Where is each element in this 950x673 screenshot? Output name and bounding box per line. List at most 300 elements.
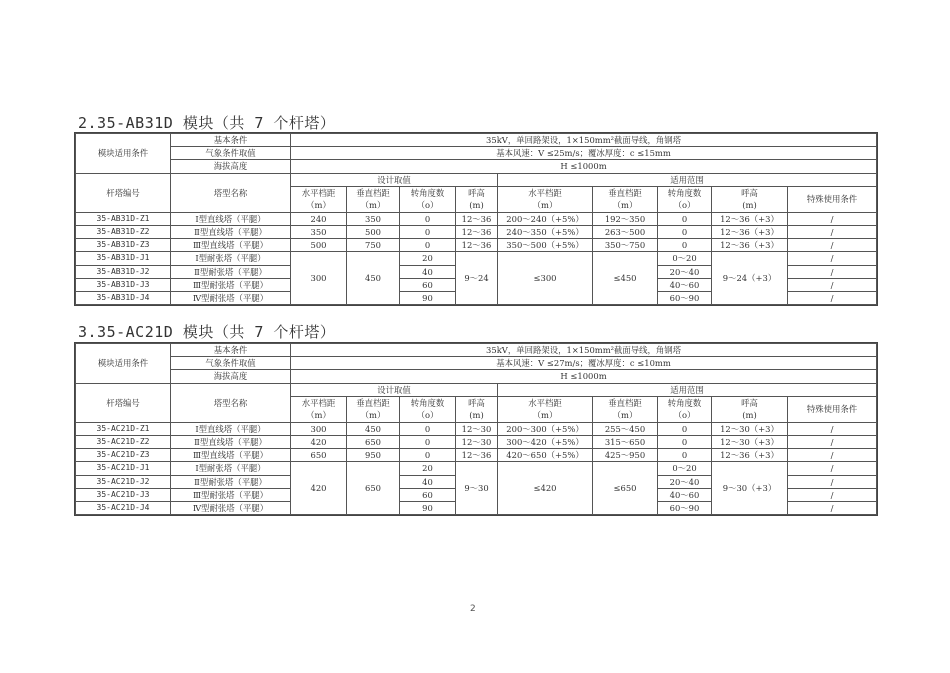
special-conditions-value-text: / — [830, 266, 834, 277]
header-design-h-span — [291, 186, 347, 212]
tower-type-name-text: Ⅱ型耐张塔（平腿） — [194, 266, 267, 277]
design-v-span-value-text: 950 — [365, 450, 381, 461]
condition-label-text: 海拔高度 — [213, 161, 248, 172]
header-special-conditions-text: 特殊使用条件 — [806, 194, 858, 205]
design-angle-value-text: 0 — [424, 450, 431, 461]
design-angle-value — [400, 252, 456, 265]
design-v-span-value — [347, 422, 400, 435]
condition-value-text: 基本风速：V ≤27m/s；覆冰厚度：c ≤10mm — [496, 358, 671, 369]
tower-id — [76, 475, 171, 488]
design-h-span-value-text: 420 — [310, 437, 327, 448]
condition-value — [291, 357, 877, 370]
header-design-height — [456, 396, 498, 422]
tower-type-name-text: Ⅲ型耐张塔（平腿） — [192, 279, 269, 290]
header-tower-id — [76, 173, 171, 212]
range-h-span-value-text: 200～300（+5%） — [506, 423, 584, 434]
range-angle-label: 转角度数 — [667, 188, 702, 199]
design-v-span-value-text: 450 — [365, 423, 381, 434]
design-v-span-value-text: 450 — [365, 273, 381, 284]
condition-label-text: 海拔高度 — [213, 371, 248, 382]
design-angle-value — [400, 488, 456, 501]
tower-type-name-text: Ⅱ型直线塔（平腿） — [194, 437, 267, 448]
design-angle-value — [400, 212, 456, 225]
design-v-span-value — [347, 449, 400, 462]
tower-type-name — [171, 501, 291, 514]
tower-id — [76, 462, 171, 475]
design-angle-value-text: 40 — [422, 266, 433, 277]
range-h-span-unit: （m） — [532, 200, 558, 211]
design-h-span-value — [291, 239, 347, 252]
header-design-h-span — [291, 396, 347, 422]
condition-label — [171, 134, 291, 147]
special-conditions-value — [788, 291, 877, 304]
tower-type-name — [171, 239, 291, 252]
tower-type-name — [171, 449, 291, 462]
range-v-span-value — [593, 239, 658, 252]
range-h-span-value — [498, 239, 593, 252]
header-applicable-range-text: 适用范围 — [670, 384, 704, 395]
header-design-values — [291, 383, 498, 396]
range-v-span-label: 垂直档距 — [608, 188, 642, 199]
conditions-group-label — [76, 344, 171, 384]
range-h-span-label: 水平档距 — [528, 398, 562, 409]
range-angle-value-text: 0 — [681, 437, 688, 448]
range-v-span-value-text: 255～450 — [604, 423, 646, 434]
design-angle-value — [400, 435, 456, 448]
design-angle-value-text: 20 — [422, 463, 433, 474]
header-range-h-span — [498, 396, 593, 422]
range-height-value-text: 12～36（+3） — [720, 240, 779, 251]
header-range-h-span — [498, 186, 593, 212]
special-conditions-value-text: / — [830, 213, 834, 224]
straight-tower-row — [76, 225, 877, 238]
condition-label — [171, 357, 291, 370]
design-height-label: 呼高 — [468, 188, 485, 199]
tower-type-name-text: Ⅲ型直线塔（平腿） — [192, 450, 269, 461]
design-h-span-value — [291, 252, 347, 305]
design-height-value-text: 12～36 — [461, 450, 492, 461]
design-height-label: 呼高 — [468, 398, 485, 409]
range-h-span-value — [498, 422, 593, 435]
range-angle-value-text: 0 — [681, 213, 688, 224]
design-h-span-unit: （m） — [306, 410, 331, 421]
design-height-value-text: 12～36 — [461, 240, 492, 251]
range-height-value — [712, 239, 788, 252]
range-h-span-value — [498, 252, 593, 305]
range-angle-value — [658, 435, 712, 448]
condition-value-text: 35kV，单回路架设，1×150mm²截面导线，角钢塔 — [486, 135, 682, 146]
range-v-span-value — [593, 225, 658, 238]
design-v-span-value-text: 750 — [365, 240, 381, 251]
range-v-span-value — [593, 449, 658, 462]
design-angle-value — [400, 422, 456, 435]
header-special-conditions-text: 特殊使用条件 — [806, 404, 858, 415]
tower-id — [76, 501, 171, 514]
design-v-span-value-text: 650 — [365, 483, 381, 494]
design-angle-label: 转角度数 — [410, 398, 445, 409]
design-v-span-label: 垂直档距 — [356, 398, 390, 409]
tower-id-text: 35-AB31D-J2 — [96, 266, 150, 276]
range-h-span-value — [498, 449, 593, 462]
conditions-group-label-text: 模块适用条件 — [97, 358, 149, 369]
tower-type-name — [171, 278, 291, 291]
section-title: 3.35-AC21D 模块（共 7 个杆塔） — [78, 323, 336, 341]
condition-value-text: 35kV，单回路架设，1×150mm²截面导线，角钢塔 — [486, 345, 682, 356]
header-applicable-range-text: 适用范围 — [670, 174, 704, 185]
tower-id-text: 35-AC21D-Z2 — [96, 437, 150, 447]
tower-id — [76, 488, 171, 501]
section-title: 2.35-AB31D 模块（共 7 个杆塔） — [78, 114, 336, 132]
tower-id-text: 35-AC21D-J1 — [96, 463, 150, 473]
design-height-value-text: 9～30 — [464, 483, 489, 494]
design-angle-unit: （o） — [416, 200, 439, 211]
design-angle-value — [400, 278, 456, 291]
special-conditions-value — [788, 225, 877, 238]
design-height-value — [456, 435, 498, 448]
header-range-height — [712, 186, 788, 212]
design-v-span-value — [347, 462, 400, 515]
tower-type-name-text: Ⅲ型耐张塔（平腿） — [192, 489, 269, 500]
page-number: 2 — [470, 604, 476, 614]
condition-label — [171, 370, 291, 383]
design-height-value-text: 12～36 — [461, 213, 492, 224]
special-conditions-value — [788, 462, 877, 475]
tower-id — [76, 252, 171, 265]
design-angle-value-text: 0 — [424, 240, 431, 251]
range-h-span-unit: （m） — [532, 410, 558, 421]
special-conditions-value — [788, 239, 877, 252]
range-angle-value-text: 0 — [681, 240, 688, 251]
range-h-span-value-text: 200～240（+5%） — [506, 213, 584, 224]
special-conditions-value — [788, 475, 877, 488]
special-conditions-value — [788, 449, 877, 462]
design-h-span-value — [291, 449, 347, 462]
range-angle-value-text: 40～60 — [669, 489, 700, 500]
tower-id — [76, 239, 171, 252]
range-height-value-text: 12～30（+3） — [720, 437, 779, 448]
tower-id — [76, 212, 171, 225]
header-tower-type — [171, 173, 291, 212]
range-v-span-value-text: 263～500 — [604, 227, 646, 238]
design-height-value — [456, 252, 498, 305]
condition-label-text: 基本条件 — [213, 135, 248, 146]
condition-value-text: H ≤1000m — [560, 161, 607, 172]
design-height-value — [456, 422, 498, 435]
design-h-span-label: 水平档距 — [301, 398, 336, 409]
condition-label — [171, 344, 291, 357]
tower-id-text: 35-AC21D-Z3 — [96, 450, 150, 460]
straight-tower-row — [76, 449, 877, 462]
design-h-span-value-text: 420 — [310, 483, 327, 494]
design-h-span-value-text: 300 — [310, 423, 327, 434]
design-angle-value-text: 0 — [424, 423, 431, 434]
special-conditions-value — [788, 252, 877, 265]
range-height-value-text: 12～36（+3） — [720, 450, 779, 461]
header-applicable-range — [498, 383, 877, 396]
tower-spec-table — [75, 133, 877, 305]
condition-value-text: 基本风速：V ≤25m/s；覆冰厚度：c ≤15mm — [496, 148, 671, 159]
range-angle-value-text: 0～20 — [672, 253, 697, 264]
design-angle-value — [400, 239, 456, 252]
design-height-value — [456, 225, 498, 238]
tower-type-name — [171, 422, 291, 435]
condition-label-text: 气象条件取值 — [205, 358, 256, 369]
design-h-span-label: 水平档距 — [301, 188, 336, 199]
special-conditions-value — [788, 435, 877, 448]
range-v-span-value — [593, 462, 658, 515]
design-angle-value — [400, 475, 456, 488]
range-h-span-value-text: 300～420（+5%） — [506, 437, 584, 448]
header-design-angle — [400, 396, 456, 422]
condition-value — [291, 134, 877, 147]
header-tower-id-text: 杆塔编号 — [106, 187, 140, 198]
design-v-span-unit: （m） — [360, 200, 386, 211]
range-v-span-label: 垂直档距 — [608, 398, 642, 409]
design-angle-value — [400, 501, 456, 514]
condition-value — [291, 370, 877, 383]
special-conditions-value — [788, 422, 877, 435]
header-range-angle — [658, 186, 712, 212]
tower-type-name-text: Ⅳ型耐张塔（平腿） — [192, 502, 269, 513]
range-angle-value — [658, 422, 712, 435]
range-angle-label: 转角度数 — [667, 398, 702, 409]
header-design-height — [456, 186, 498, 212]
design-height-value-text: 9～24 — [464, 273, 489, 284]
tension-tower-row — [76, 462, 877, 475]
header-tower-type-text: 塔型名称 — [213, 397, 248, 408]
tower-type-name — [171, 435, 291, 448]
special-conditions-value-text: / — [830, 476, 834, 487]
tower-id — [76, 291, 171, 304]
header-range-v-span — [593, 396, 658, 422]
design-angle-value — [400, 265, 456, 278]
tower-id-text: 35-AB31D-Z1 — [96, 213, 150, 223]
range-angle-value-text: 0 — [681, 227, 688, 238]
range-angle-value-text: 0～20 — [672, 463, 697, 474]
range-height-unit: (m) — [742, 410, 757, 421]
design-v-span-value-text: 650 — [365, 437, 381, 448]
tower-id — [76, 278, 171, 291]
range-angle-value-text: 20～40 — [669, 476, 700, 487]
special-conditions-value-text: / — [830, 502, 834, 513]
special-conditions-value-text: / — [830, 292, 834, 303]
design-angle-value — [400, 449, 456, 462]
design-v-span-value-text: 500 — [365, 227, 381, 238]
header-range-height — [712, 396, 788, 422]
range-height-label: 呼高 — [741, 188, 758, 199]
range-v-span-value-text: 192～350 — [604, 213, 646, 224]
range-h-span-value — [498, 225, 593, 238]
tower-type-name-text: Ⅳ型耐张塔（平腿） — [192, 292, 269, 303]
tower-type-name — [171, 265, 291, 278]
design-angle-value-text: 0 — [424, 437, 431, 448]
range-h-span-value-text: ≤420 — [533, 483, 557, 494]
range-angle-value-text: 60～90 — [669, 502, 700, 513]
design-h-span-value — [291, 462, 347, 515]
special-conditions-value-text: / — [830, 437, 834, 448]
range-height-value-text: 12～36（+3） — [720, 227, 779, 238]
range-angle-value — [658, 278, 712, 291]
tower-id — [76, 449, 171, 462]
design-v-span-value — [347, 239, 400, 252]
range-angle-value-text: 20～40 — [669, 266, 700, 277]
special-conditions-value-text: / — [830, 279, 834, 290]
design-v-span-value-text: 350 — [365, 213, 381, 224]
tower-type-name — [171, 212, 291, 225]
header-design-values-text: 设计取值 — [377, 174, 411, 185]
range-v-span-value-text: ≤650 — [613, 483, 637, 494]
range-angle-value — [658, 252, 712, 265]
tower-id — [76, 225, 171, 238]
range-angle-value — [658, 475, 712, 488]
range-h-span-value-text: 240～350（+5%） — [506, 227, 584, 238]
tower-type-name-text: Ⅱ型直线塔（平腿） — [194, 227, 267, 238]
range-angle-value — [658, 462, 712, 475]
design-angle-value — [400, 225, 456, 238]
range-height-value — [712, 225, 788, 238]
design-height-unit: (m) — [469, 410, 484, 421]
range-angle-value-text: 60～90 — [669, 292, 700, 303]
tower-id — [76, 435, 171, 448]
range-angle-value — [658, 239, 712, 252]
range-angle-unit: （o） — [673, 410, 696, 421]
range-angle-value — [658, 501, 712, 514]
special-conditions-value-text: / — [830, 423, 834, 434]
design-h-span-unit: （m） — [306, 200, 331, 211]
range-h-span-value — [498, 435, 593, 448]
range-height-value — [712, 252, 788, 305]
range-height-value — [712, 435, 788, 448]
condition-value-text: H ≤1000m — [560, 371, 607, 382]
range-v-span-unit: （m） — [612, 410, 638, 421]
range-h-span-value-text: 350～500（+5%） — [506, 240, 584, 251]
special-conditions-value — [788, 501, 877, 514]
design-h-span-value-text: 240 — [310, 213, 327, 224]
tower-id-text: 35-AB31D-J3 — [96, 279, 150, 289]
header-range-v-span — [593, 186, 658, 212]
condition-label-text: 气象条件取值 — [205, 148, 256, 159]
conditions-group-label — [76, 134, 171, 174]
range-h-span-value-text: 420～650（+5%） — [506, 450, 584, 461]
design-v-span-value — [347, 212, 400, 225]
range-angle-unit: （o） — [673, 200, 696, 211]
design-v-span-unit: （m） — [360, 410, 386, 421]
header-design-angle — [400, 186, 456, 212]
header-applicable-range — [498, 173, 877, 186]
tower-type-name-text: Ⅲ型直线塔（平腿） — [192, 240, 269, 251]
tower-type-name — [171, 225, 291, 238]
condition-value — [291, 160, 877, 173]
header-range-angle — [658, 396, 712, 422]
range-height-value-text: 12～30（+3） — [720, 423, 779, 434]
range-angle-value-text: 0 — [681, 450, 688, 461]
tower-id-text: 35-AC21D-J2 — [96, 476, 150, 486]
design-angle-value-text: 90 — [422, 502, 433, 513]
tower-type-name-text: Ⅰ型耐张塔（平腿） — [195, 253, 266, 264]
header-special-conditions — [788, 396, 877, 422]
design-h-span-value-text: 350 — [310, 227, 327, 238]
design-v-span-value — [347, 435, 400, 448]
design-v-span-value — [347, 225, 400, 238]
design-angle-value — [400, 462, 456, 475]
design-height-value — [456, 212, 498, 225]
special-conditions-value — [788, 278, 877, 291]
range-h-span-value — [498, 462, 593, 515]
range-v-span-value — [593, 212, 658, 225]
range-angle-value — [658, 225, 712, 238]
tower-type-name — [171, 488, 291, 501]
tower-id — [76, 422, 171, 435]
straight-tower-row — [76, 422, 877, 435]
range-height-unit: (m) — [742, 200, 757, 211]
header-tower-id-text: 杆塔编号 — [106, 397, 140, 408]
range-v-span-value-text: 350～750 — [604, 240, 646, 251]
design-height-value — [456, 449, 498, 462]
special-conditions-value-text: / — [830, 227, 834, 238]
design-angle-value-text: 0 — [424, 227, 431, 238]
range-angle-value — [658, 265, 712, 278]
special-conditions-value-text: / — [830, 450, 834, 461]
design-h-span-value — [291, 422, 347, 435]
range-v-span-value — [593, 435, 658, 448]
tower-type-name-text: Ⅰ型直线塔（平腿） — [195, 423, 266, 434]
header-special-conditions — [788, 186, 877, 212]
range-h-span-label: 水平档距 — [528, 188, 562, 199]
design-angle-value-text: 40 — [422, 476, 433, 487]
tower-type-name — [171, 291, 291, 304]
special-conditions-value — [788, 212, 877, 225]
straight-tower-row — [76, 212, 877, 225]
range-v-span-value-text: ≤450 — [613, 273, 637, 284]
header-tower-type-text: 塔型名称 — [213, 187, 248, 198]
header-design-values — [291, 173, 498, 186]
condition-label — [171, 160, 291, 173]
range-v-span-value — [593, 422, 658, 435]
special-conditions-value-text: / — [830, 253, 834, 264]
design-angle-value — [400, 291, 456, 304]
range-height-value — [712, 212, 788, 225]
special-conditions-value-text: / — [830, 489, 834, 500]
tower-spec-table — [75, 343, 877, 515]
design-h-span-value — [291, 212, 347, 225]
range-height-value-text: 12～36（+3） — [720, 213, 779, 224]
tower-type-name — [171, 475, 291, 488]
header-design-v-span — [347, 396, 400, 422]
range-angle-value-text: 40～60 — [669, 279, 700, 290]
design-v-span-value — [347, 252, 400, 305]
design-height-value-text: 12～30 — [461, 437, 492, 448]
condition-value — [291, 147, 877, 160]
range-height-value-text: 9～30（+3） — [722, 483, 777, 494]
design-height-value-text: 12～30 — [461, 423, 492, 434]
tension-tower-row — [76, 252, 877, 265]
tower-id-text: 35-AB31D-Z3 — [96, 240, 150, 250]
design-h-span-value-text: 300 — [310, 273, 327, 284]
tower-id — [76, 265, 171, 278]
tower-type-name-text: Ⅰ型直线塔（平腿） — [195, 213, 266, 224]
special-conditions-value-text: / — [830, 463, 834, 474]
straight-tower-row — [76, 239, 877, 252]
design-height-value — [456, 462, 498, 515]
range-angle-value — [658, 449, 712, 462]
design-angle-value-text: 60 — [422, 489, 433, 500]
range-v-span-value-text: 425～950 — [604, 450, 646, 461]
tower-type-name-text: Ⅰ型耐张塔（平腿） — [195, 463, 266, 474]
conditions-group-label-text: 模块适用条件 — [97, 148, 149, 159]
tower-id-text: 35-AC21D-Z1 — [96, 423, 150, 433]
condition-label — [171, 147, 291, 160]
special-conditions-value — [788, 488, 877, 501]
